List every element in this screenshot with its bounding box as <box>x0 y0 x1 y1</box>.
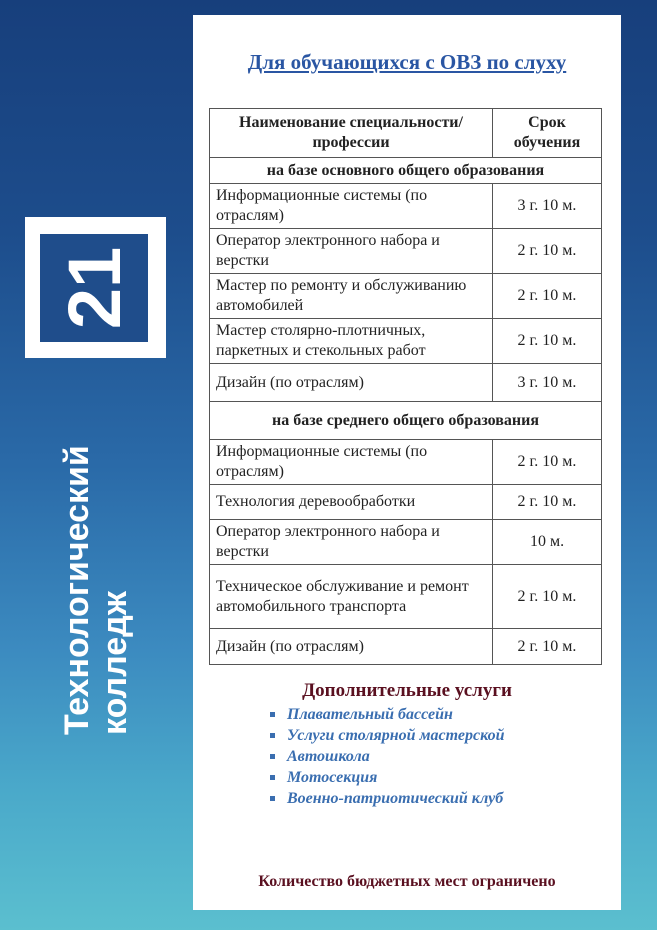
specialty-duration: 2 г. 10 м. <box>493 229 602 274</box>
specialty-duration: 2 г. 10 м. <box>493 440 602 485</box>
specialty-name: Мастер столярно-плотничных, паркетных и стекольных работ <box>210 319 493 364</box>
service-label: Плавательный бассейн <box>287 706 453 723</box>
bullet-icon <box>270 754 275 759</box>
bullet-icon <box>270 796 275 801</box>
service-label: Мотосекция <box>287 769 378 786</box>
table-row <box>210 319 602 364</box>
specialty-duration: 10 м. <box>493 520 602 565</box>
specialty-name: Техническое обслуживание и ремонт автомобильного транспорта <box>210 565 493 629</box>
table-row <box>210 229 602 274</box>
table-row <box>210 274 602 319</box>
header-name: Наименование специальности/ профессии <box>210 109 493 158</box>
section-title: на базе среднего общего образования <box>210 402 602 440</box>
bullet-icon <box>270 712 275 717</box>
specialty-duration: 3 г. 10 м. <box>493 364 602 402</box>
bullet-icon <box>270 775 275 780</box>
section-row <box>210 402 602 440</box>
table-header-row <box>210 109 602 158</box>
college-name <box>58 385 138 735</box>
header-duration: Срок обучения <box>493 109 602 158</box>
college-number: 21 <box>52 246 136 330</box>
specialty-duration: 2 г. 10 м. <box>493 629 602 665</box>
list-item <box>270 788 504 809</box>
service-label: Автошкола <box>287 748 370 765</box>
specialty-name: Дизайн (по отраслям) <box>210 364 493 402</box>
table-row <box>210 184 602 229</box>
table-row <box>210 629 602 665</box>
college-name-line2: колледж <box>96 591 134 735</box>
services-list <box>270 704 504 809</box>
bullet-icon <box>270 733 275 738</box>
service-label: Услуги столярной мастерской <box>287 727 505 744</box>
services-title: Дополнительные услуги <box>302 680 512 701</box>
specialty-name: Информационные системы (по отраслям) <box>210 440 493 485</box>
specialty-name: Дизайн (по отраслям) <box>210 629 493 665</box>
table-row <box>210 565 602 629</box>
specialty-name: Оператор электронного набора и верстки <box>210 520 493 565</box>
service-label: Военно-патриотический клуб <box>287 790 504 807</box>
specialty-duration: 2 г. 10 м. <box>493 485 602 520</box>
specialty-duration: 3 г. 10 м. <box>493 184 602 229</box>
table-row <box>210 364 602 402</box>
specialty-duration: 2 г. 10 м. <box>493 565 602 629</box>
specialty-name: Оператор электронного набора и верстки <box>210 229 493 274</box>
footer-note: Количество бюджетных мест ограничено <box>258 873 556 890</box>
college-name-line1: Технологический <box>58 445 96 735</box>
specialty-name: Информационные системы (по отраслям) <box>210 184 493 229</box>
table-row <box>210 440 602 485</box>
specialty-duration: 2 г. 10 м. <box>493 274 602 319</box>
list-item <box>270 767 504 788</box>
section-title: на базе основного общего образования <box>210 158 602 184</box>
list-item <box>270 725 504 746</box>
list-item <box>270 746 504 767</box>
specialty-duration: 2 г. 10 м. <box>493 319 602 364</box>
table-row <box>210 485 602 520</box>
specialty-name: Технология деревообработки <box>210 485 493 520</box>
list-item <box>270 704 504 725</box>
table-row <box>210 520 602 565</box>
specialty-name: Мастер по ремонту и обслуживанию автомобилей <box>210 274 493 319</box>
page-title: Для обучающихся с ОВЗ по слуху <box>247 50 567 74</box>
specialties-table <box>209 108 602 665</box>
section-row <box>210 158 602 184</box>
